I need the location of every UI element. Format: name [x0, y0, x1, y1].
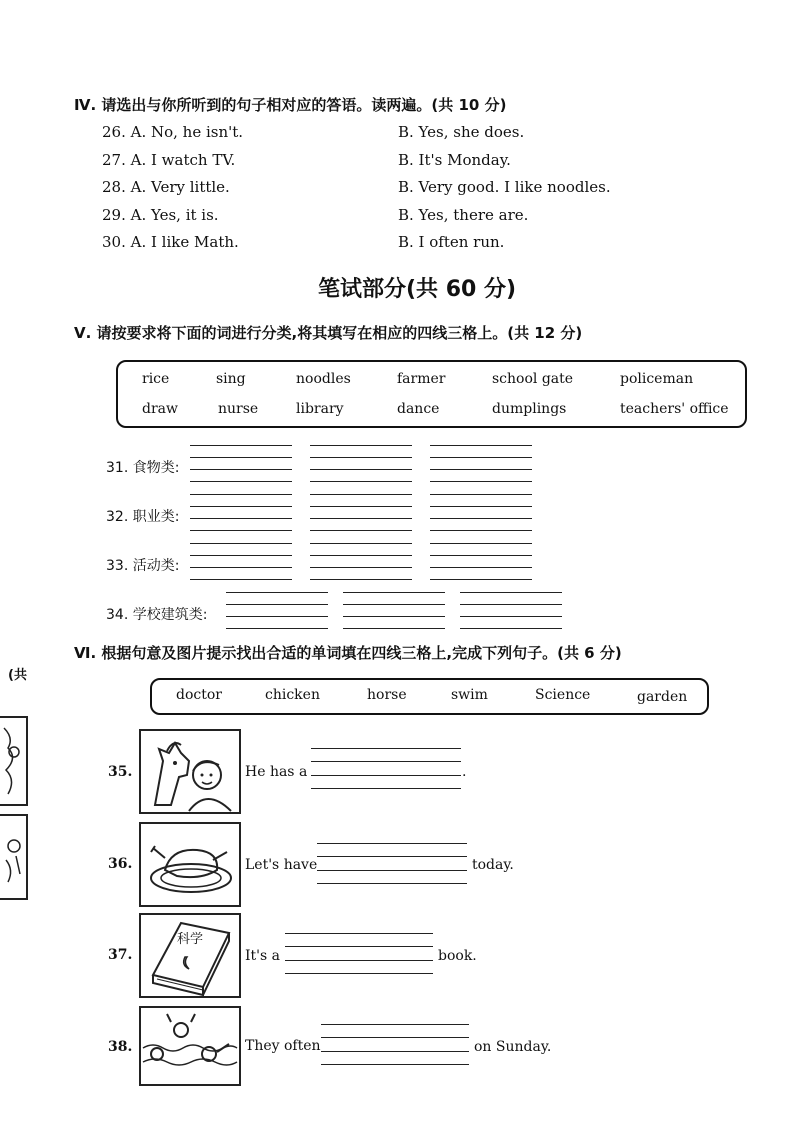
q27-option-b: B. It's Monday. — [398, 151, 511, 169]
margin-picture-1 — [0, 716, 28, 806]
q35-number: 35. — [108, 764, 133, 780]
q27-option-a: 27. A. I watch TV. — [102, 151, 236, 169]
word-swim: swim — [451, 687, 488, 703]
cropped-picture-icon — [0, 718, 26, 804]
word-dance: dance — [397, 401, 440, 417]
word-bank-5 — [116, 360, 747, 428]
q29-option-b: B. Yes, there are. — [398, 206, 529, 224]
word-noodles: noodles — [296, 371, 351, 387]
horse-icon — [141, 731, 239, 812]
q33-blank-3[interactable] — [430, 543, 532, 583]
word-draw: draw — [142, 401, 178, 417]
q26-option-a: 26. A. No, he isn't. — [102, 123, 244, 141]
q29-option-a: 29. A. Yes, it is. — [102, 206, 219, 224]
q36-number: 36. — [108, 856, 133, 872]
section-4-title: Ⅳ. 请选出与你所听到的句子相对应的答语。读两遍。(共 10 分) — [74, 96, 507, 114]
cropped-picture-icon — [0, 816, 26, 898]
q35-blank[interactable] — [311, 748, 461, 788]
q36-sentence-start: Let's have — [245, 857, 318, 873]
q31-blank-1[interactable] — [190, 445, 292, 485]
margin-text: (共 — [8, 668, 27, 683]
book-label: 科学 — [177, 932, 204, 947]
roast-chicken-picture — [139, 822, 241, 907]
q32-blank-3[interactable] — [430, 494, 532, 534]
word-sing: sing — [216, 371, 246, 387]
science-book-picture — [139, 913, 241, 998]
q35-sentence-end: . — [462, 764, 467, 780]
word-nurse: nurse — [218, 401, 259, 417]
q31-blank-2[interactable] — [310, 445, 412, 485]
q30-option-b: B. I often run. — [398, 233, 505, 251]
q31-blank-3[interactable] — [430, 445, 532, 485]
horse-boy-picture — [139, 729, 241, 814]
q38-number: 38. — [108, 1039, 133, 1055]
q38-sentence-start: They often — [245, 1038, 321, 1054]
q38-blank[interactable] — [321, 1024, 469, 1064]
word-doctor: doctor — [176, 687, 222, 703]
q33-label: 33. 活动类: — [106, 558, 180, 574]
q37-sentence-end: book. — [438, 948, 477, 964]
q38-sentence-end: on Sunday. — [474, 1039, 552, 1055]
word-rice: rice — [142, 371, 170, 387]
q26-option-b: B. Yes, she does. — [398, 123, 525, 141]
q34-blank-2[interactable] — [343, 592, 445, 632]
q32-blank-2[interactable] — [310, 494, 412, 534]
word-dumplings: dumplings — [492, 401, 567, 417]
q30-option-a: 30. A. I like Math. — [102, 233, 239, 251]
q33-blank-2[interactable] — [310, 543, 412, 583]
word-farmer: farmer — [397, 371, 446, 387]
word-policeman: policeman — [620, 371, 694, 387]
margin-picture-2 — [0, 814, 28, 900]
swimmers-icon — [141, 1008, 239, 1084]
q31-label: 31. 食物类: — [106, 460, 180, 476]
word-garden: garden — [637, 689, 688, 705]
q33-blank-1[interactable] — [190, 543, 292, 583]
q35-sentence-start: He has a — [245, 764, 308, 780]
q34-blank-1[interactable] — [226, 592, 328, 632]
q36-blank[interactable] — [317, 843, 467, 883]
word-school-gate: school gate — [492, 371, 574, 387]
word-horse: horse — [367, 687, 407, 703]
q37-blank[interactable] — [285, 933, 433, 973]
word-chicken: chicken — [265, 687, 320, 703]
q37-number: 37. — [108, 947, 133, 963]
book-icon — [141, 915, 239, 996]
q34-blank-3[interactable] — [460, 592, 562, 632]
q28-option-b: B. Very good. I like noodles. — [398, 178, 611, 196]
q36-sentence-end: today. — [472, 857, 514, 873]
written-part-title: 笔试部分(共 60 分) — [318, 277, 517, 302]
q37-sentence-start: It's a — [245, 948, 280, 964]
section-5-title: Ⅴ. 请按要求将下面的词进行分类,将其填写在相应的四线三格上。(共 12 分) — [74, 324, 583, 342]
q28-option-a: 28. A. Very little. — [102, 178, 230, 196]
roast-chicken-icon — [141, 824, 239, 905]
word-teachers-office: teachers' office — [620, 401, 729, 417]
word-library: library — [296, 401, 344, 417]
section-6-title: Ⅵ. 根据句意及图片提示找出合适的单词填在四线三格上,完成下列句子。(共 6 分) — [74, 644, 622, 662]
q34-label: 34. 学校建筑类: — [106, 607, 208, 623]
swimming-picture — [139, 1006, 241, 1086]
q32-label: 32. 职业类: — [106, 509, 180, 525]
word-bank-6 — [150, 678, 709, 715]
word-science: Science — [535, 687, 591, 703]
q32-blank-1[interactable] — [190, 494, 292, 534]
